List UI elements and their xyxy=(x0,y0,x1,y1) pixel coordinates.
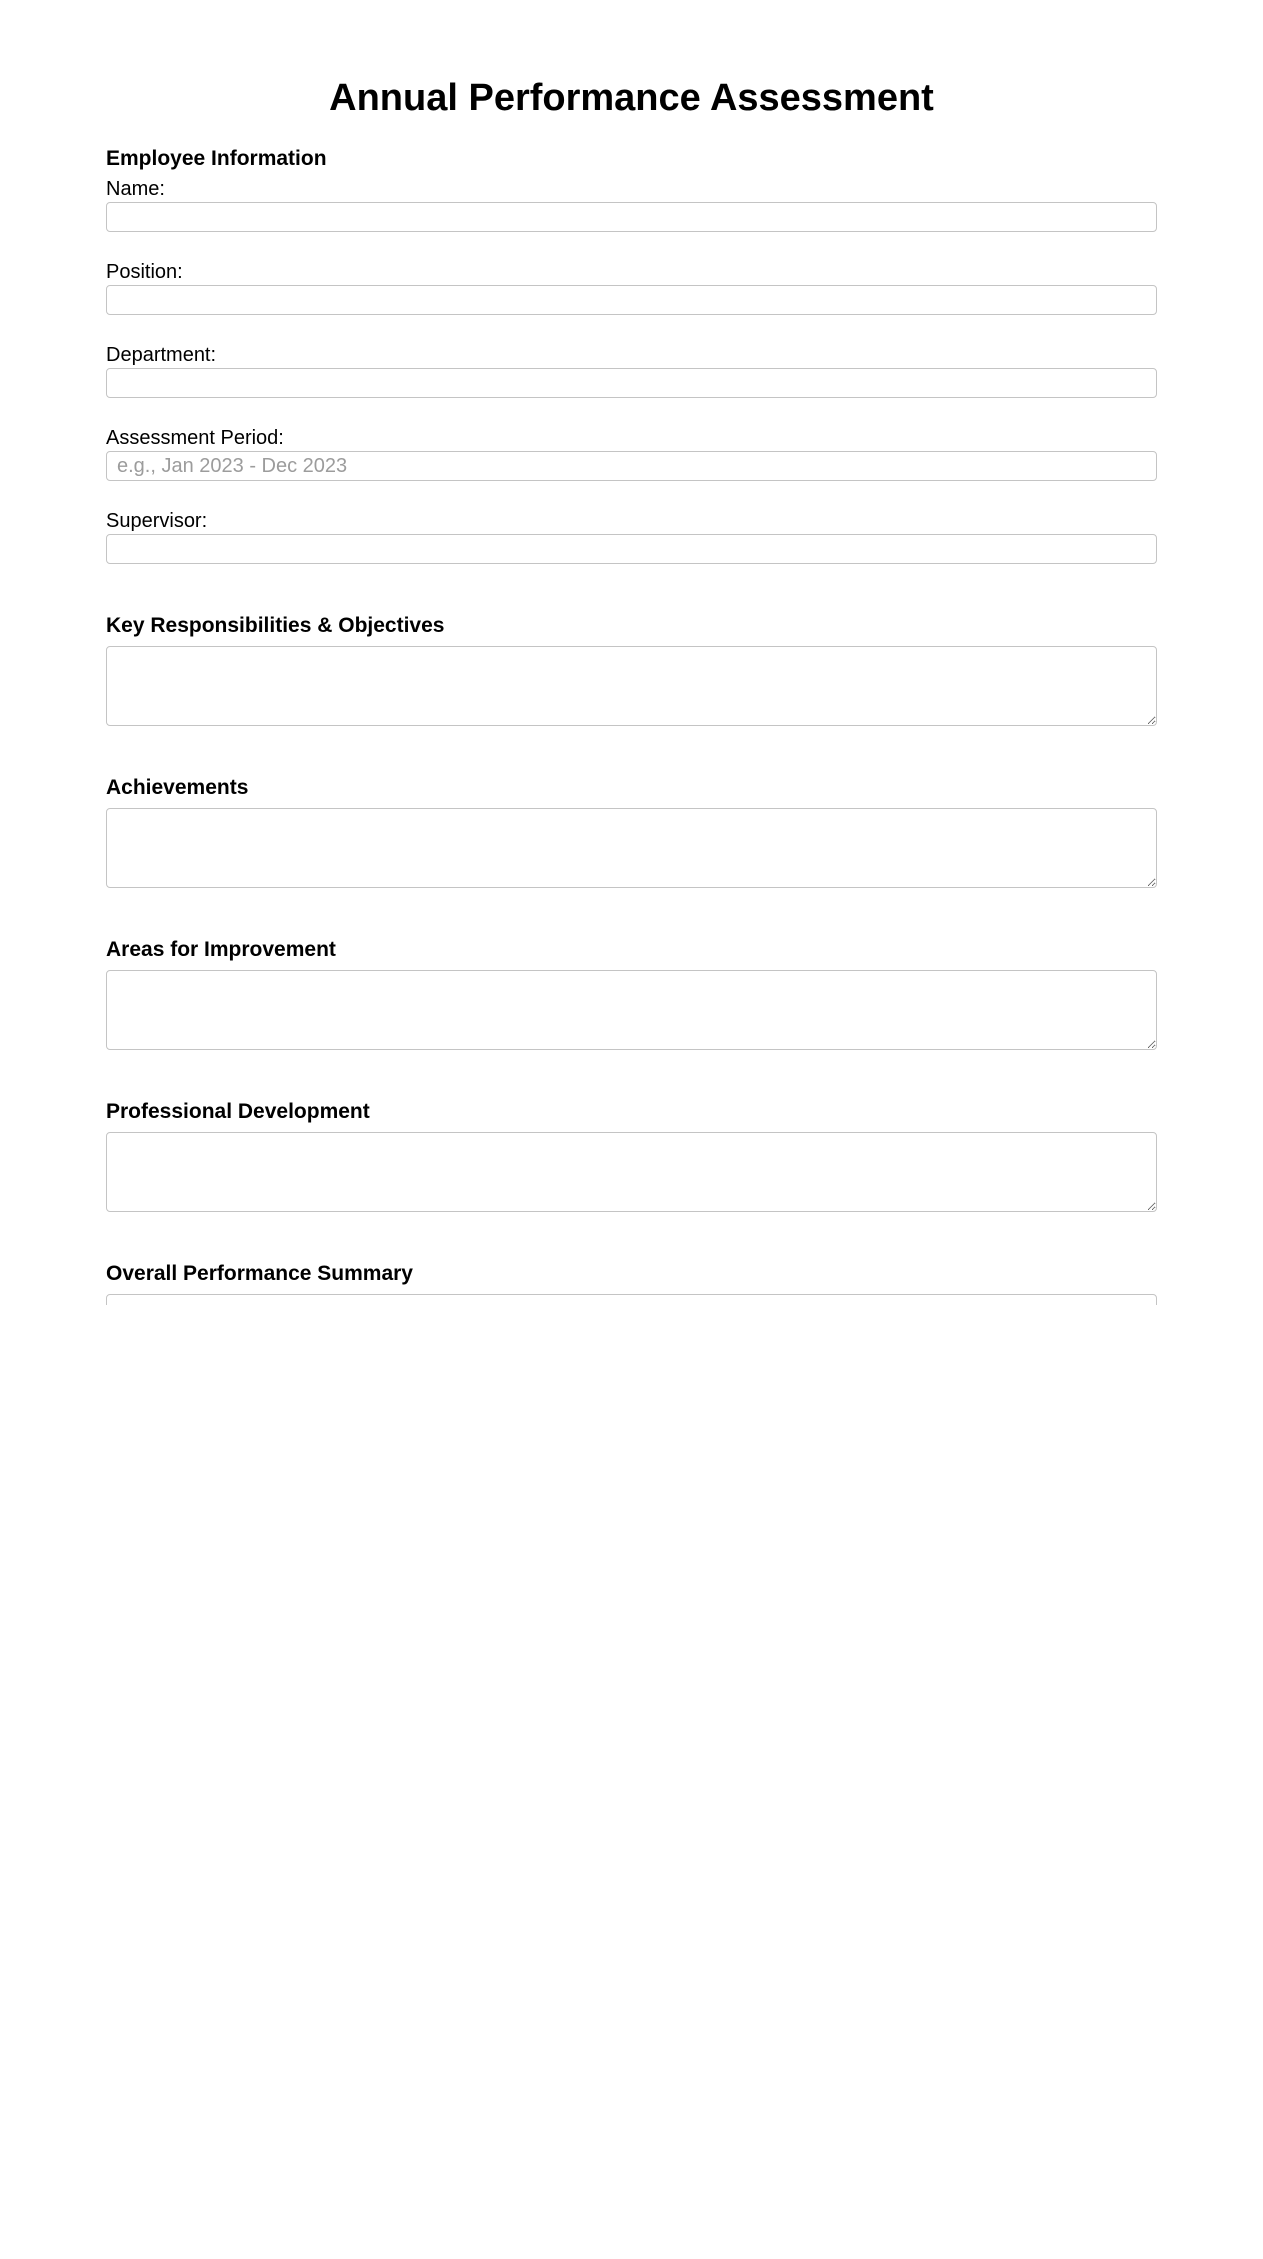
supervisor-input[interactable] xyxy=(106,534,1157,564)
assessment-period-input[interactable] xyxy=(106,451,1157,481)
department-input[interactable] xyxy=(106,368,1157,398)
areas-for-improvement-textarea[interactable] xyxy=(106,970,1157,1050)
employee-info-heading: Employee Information xyxy=(106,147,327,170)
department-field-group xyxy=(106,345,1157,398)
professional-development-section xyxy=(106,1099,1157,1212)
name-field-group xyxy=(106,179,1157,232)
areas-for-improvement-section xyxy=(106,937,1157,1050)
name-label: Name: xyxy=(106,178,165,200)
department-label: Department: xyxy=(106,344,217,366)
position-input[interactable] xyxy=(106,285,1157,315)
achievements-heading: Achievements xyxy=(106,776,249,799)
supervisor-label: Supervisor: xyxy=(106,510,208,532)
position-field-group xyxy=(106,262,1157,315)
key-responsibilities-section xyxy=(106,613,1157,726)
achievements-textarea[interactable] xyxy=(106,808,1157,888)
overall-performance-summary-textarea[interactable] xyxy=(106,1294,1157,1305)
page-title: Annual Performance Assessment xyxy=(329,77,934,119)
achievements-section xyxy=(106,775,1157,888)
assessment-period-field-group xyxy=(106,428,1157,481)
assessment-form xyxy=(106,76,1157,1305)
areas-for-improvement-heading: Areas for Improvement xyxy=(106,938,336,961)
employee-info-section xyxy=(106,146,1157,564)
supervisor-field-group xyxy=(106,511,1157,564)
assessment-period-label: Assessment Period: xyxy=(106,427,284,449)
position-label: Position: xyxy=(106,261,183,283)
name-input[interactable] xyxy=(106,202,1157,232)
overall-performance-summary-heading: Overall Performance Summary xyxy=(106,1262,413,1285)
overall-performance-summary-section xyxy=(106,1261,1157,1305)
key-responsibilities-heading: Key Responsibilities & Objectives xyxy=(106,614,445,637)
professional-development-heading: Professional Development xyxy=(106,1100,370,1123)
clipped-textarea-viewport xyxy=(106,1294,1157,1305)
key-responsibilities-textarea[interactable] xyxy=(106,646,1157,726)
professional-development-textarea[interactable] xyxy=(106,1132,1157,1212)
